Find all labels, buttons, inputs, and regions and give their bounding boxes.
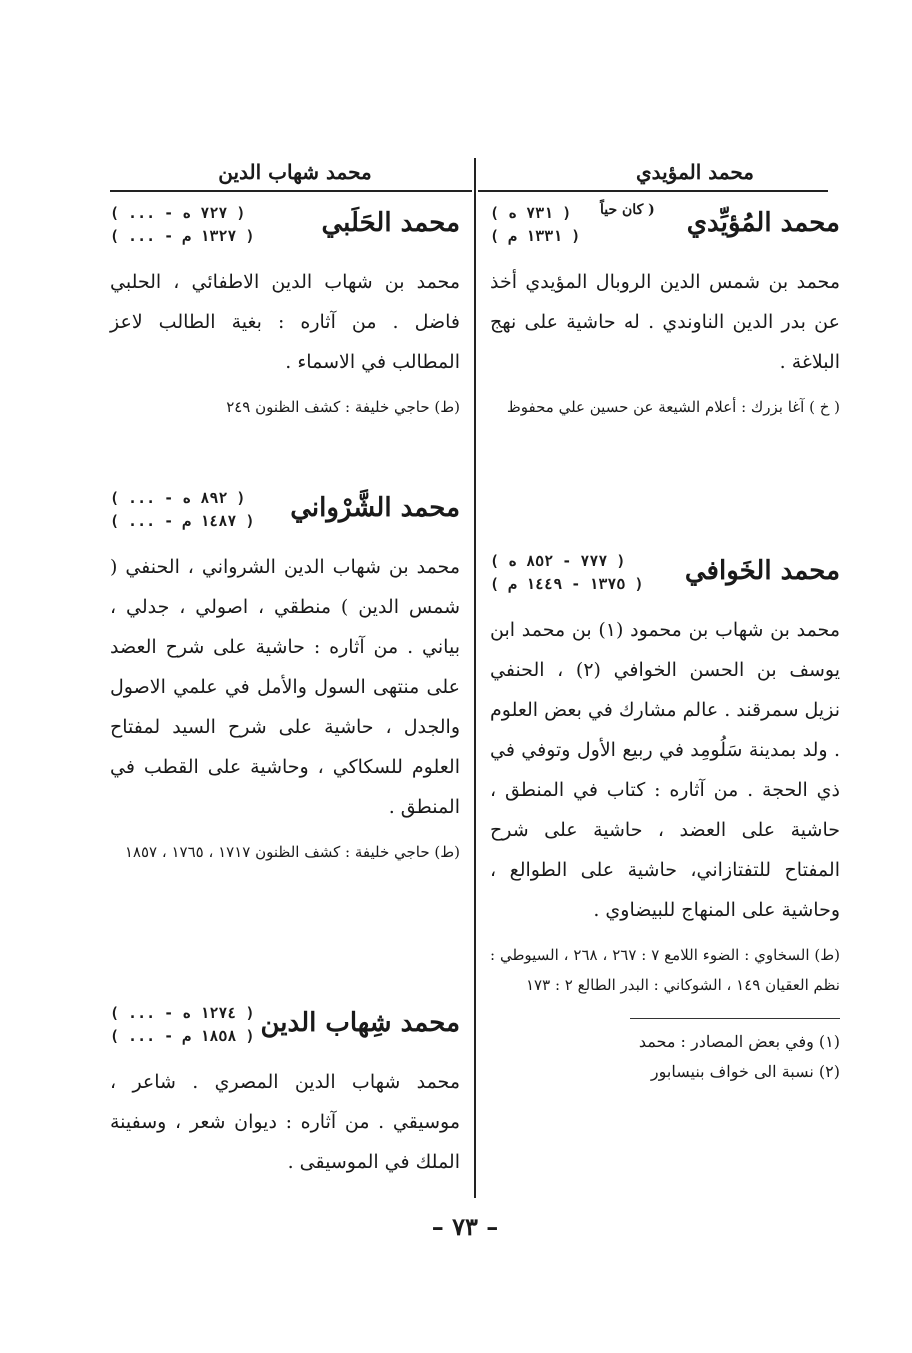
entry-body: محمد شهاب الدين المصري . شاعر ، موسيقي . من آثاره : ديوان شعر ، وسفينة الملك في الموسيقى . [110,1071,460,1173]
entry-dates [110,487,255,533]
date-hijri: ( ٧٣١ ه ) [490,204,572,222]
entry-muayyadi [490,200,840,422]
header-left: محمد شهاب الدين [218,160,372,184]
header-right: محمد المؤيدي [636,160,754,184]
date-hijri: ( ... - ١٢٧٤ ه ) [110,1004,255,1022]
entry-dates [490,550,644,596]
footnote-2: (٢) نسبة الى خواف بنيسابور [650,1062,840,1081]
entry-body: محمد بن شهاب الدين الشرواني ، الحنفي ( شمس الدين ) منطقي ، اصولي ، جدلي ، بياني . من آثاره : حاشية على شرح العضد على منتهى السول والأمل في علمي الاصول والجدل ، حاشية على شرح السيد لمفتاح العلوم للسكاكي ، وحاشية على القطب في المنطق . [110,556,460,818]
footnote-1: (١) وفي بعض المصادر : محمد [638,1032,840,1051]
entry-khawafi [490,548,840,1087]
date-hijri: ( ... - ٨٩٢ ه ) [110,489,246,507]
entry-source: (ط) حاجي خليفة : كشف الظنون ١٧١٧ ، ١٧٦٥ ، ١٨٥٧ [124,843,460,861]
entry-sharwani [110,485,460,867]
entry-dates [110,202,255,248]
page-number: – ٧٣ – [431,1212,499,1241]
header-rule-right [478,190,828,192]
entry-name: محمد الحَلَبي [321,208,460,238]
entry-body: محمد بن شهاب بن محمود (١) بن محمد ابن يوسف بن الحسن الخوافي (٢) ، الحنفي نزيل سمرقند . عالم مشارك في بعض العلوم . ولد بمدينة سَلُومِد في ربيع الأول وتوفي في ذي الحجة . من آثاره : كتاب في المنطق ، حاشية على العضد ، حاشية على شرح المفتاح للتفتازاني، حاشية على الطوالع ، وحاشية على المنهاج للبيضاوي . [489,619,841,921]
date-hijri: ( ٧٧٧ - ٨٥٢ ه ) [490,552,626,570]
entry-note: ( كان حياً [600,202,655,218]
date-miladi: ( ... - ١٨٥٨ م ) [110,1027,255,1045]
entry-name: محمد شِهاب الدين [260,1008,460,1038]
date-miladi: ( ١٣٣١ م ) [490,227,581,245]
entry-body: محمد بن شمس الدين الروبال المؤيدي أخذ عن بدر الدين الناوندي . له حاشية على نهج البلاغة . [490,271,840,373]
entry-dates [490,202,580,248]
date-miladi: ( ... - ١٣٢٧ م ) [110,227,255,245]
entry-name: محمد الخَوافي [684,556,840,586]
date-miladi: ( ... - ١٤٨٧ م ) [110,512,255,530]
date-hijri: ( ... - ٧٢٧ ه ) [110,204,246,222]
header-rule-left [110,190,472,192]
entry-shihab-al-din [110,1000,460,1182]
entry-halabi [110,200,460,422]
entry-dates [110,1002,255,1048]
entry-source: ( خ ) آغا بزرك : أعلام الشيعة عن حسين علي محفوظ [506,398,840,416]
entry-source: (ط) السخاوي : الضوء اللامع ٧ : ٢٦٧ ، ٢٦٨ ، السيوطي : نظم العقيان ١٤٩ ، الشوكاني : البدر الطالع ٢ : ١٧٣ [490,946,840,994]
entry-name: محمد الشَّرْواني [290,493,460,523]
entry-source: (ط) حاجي خليفة : كشف الظنون ٢٤٩ [226,398,460,416]
entry-body: محمد بن شهاب الدين الاطفائي ، الحلبي فاضل . من آثاره : بغية الطالب لاعز المطالب في الاسماء . [110,271,460,373]
footnote-rule [630,1018,840,1019]
date-miladi: ( ١٣٧٥ - ١٤٤٩ م ) [490,575,644,593]
entry-name: محمد المُؤيِّدي [686,208,840,238]
column-divider [474,158,476,1198]
